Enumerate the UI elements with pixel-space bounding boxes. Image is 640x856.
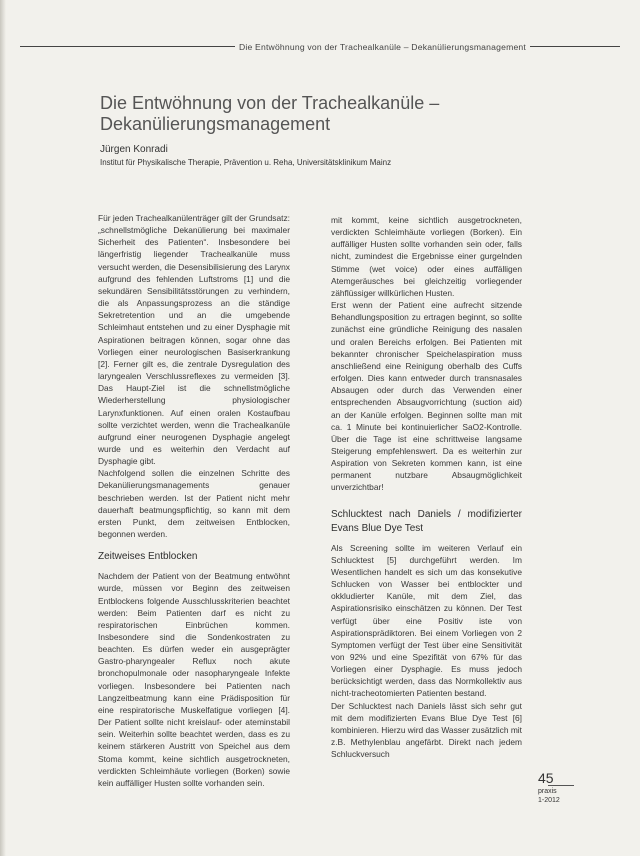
footer-rule: [548, 785, 574, 786]
issue-number: 1-2012: [538, 797, 560, 804]
paragraph: Nachfolgend sollen die einzelnen Schritte des Dekanülierungsmanagements genauer beschrieben werden. Ist der Patient nicht mehr dauerhaft beatmungspflichtig, so kann mit dem ersten Punkt, dem zeitweisen Entblocken, begonnen werden.: [98, 468, 290, 540]
left-column: [98, 212, 290, 789]
right-column: [331, 214, 522, 760]
paragraph: mit kommt, keine sichtlich ausgetrockneten, verdickten Schleimhäute vorliegen (Borken). Ein auffälliger Husten sollte vorhanden sein oder, falls nicht, zumindest die Ergebnisse einer gurgelnden Stimme (wet voice) oder eines auffälligen Atemgeräusches bei gleichzeitig vorliegender zähflüssiger willkürlichen Husten.: [331, 215, 522, 298]
paragraph: Als Screening sollte im weiteren Verlauf ein Schlucktest [5] durchgeführt werden. Im Wesentlichen handelt es sich um das konsekutive Schlucken von Wasser bei entblockter und okkludierter Kanüle, mit dem Ziel, das Aspirationsrisiko einschätzen zu können. Der Test verfügt über eine Positiv iste von Aspirationsprädiktoren. Bei einem Vorliegen von 2 Symptomen verfügt der Test über eine Sensitivität von 92% und eine Spezifität von 67% für das Vorliegen einer Dysphagie. Es muss jedoch berücksichtigt werden, dass das Normkollektiv aus nicht-tracheotomierten Patienten bestand.: [331, 542, 522, 699]
author: Jürgen Konradi: [100, 144, 168, 155]
running-head: Die Entwöhnung von der Trachealkanüle – Dekanülierungsmanagement: [235, 42, 530, 52]
paragraph: Der Schlucktest nach Daniels lässt sich sehr gut mit dem modifizierten Evans Blue Dye Test [6] kombinieren. Hierzu wird das Wasser zusätzlich mit z.B. Methylenblau angefärbt. Direkt nach jedem Schluckversuch: [331, 700, 522, 760]
paragraph: Erst wenn der Patient eine aufrecht sitzende Behandlungsposition zu ertragen beginnt, so sollte zunächst eine gründliche Reinigung des nasalen und oralen Bereichs erfolgen. Bei Patienten mit bekannter chronischer Speichelaspiration muss anschließend eine Reinigung oberhalb des Cuffs erfolgen. Dies kann entweder durch transnasales Absaugen oder durch das Verwenden einer entsprechenden Absaugvorrichtung (suction aid) an der Kanüle erfolgen. Beginnen sollte man mit ca. 1 Minute bei kontinuierlicher SaO2-Kontrolle. Über die Tage ist eine schrittweise langsame Steigerung empfehlenswert. Da es weiterhin zur Aspiration von Sekreten kommen kann, ist eine permanent nutzbare Absaugmöglichkeit unverzichtbar!: [331, 300, 522, 493]
paragraph: Nachdem der Patient von der Beatmung entwöhnt wurde, müssen vor Beginn des zeitweisen Entblockens folgende Ausschlusskriterien beachtet werden: Beim Patienten darf es nicht zu respiratorischen Einbrüchen kommen. Insbesondere sind die Sondenkostraten zu beachten. Es dürfen weder ein ausgeprägter Gastro-pharyngealer Reflux noch akute bronchopulmonale oder nasopharyngeale Infekte vorliegen. Insbesondere bei Patienten nach Langzeitbeatmung kann eine Prädisposition für eine respiratorische Muskelfatigue vorliegen [4]. Der Patient sollte nicht kreislauf- oder ateminstabil sein. Weiterhin sollte beachtet werden, dass es zu keinem stärkeren Austritt von Speichel aus dem Stoma kommt, keine sichtlich ausgetrockneten, verdickten Schleimhäute vorliegen (Borken) sowie kein auffälliger Husten sollte vorhanden sein.: [98, 571, 290, 788]
page-edge: [0, 0, 6, 856]
section-heading: Schlucktest nach Daniels / modifizierter Evans Blue Dye Test: [331, 508, 522, 534]
journal-name: praxis: [538, 788, 557, 795]
affiliation: Institut für Physikalische Therapie, Prävention u. Reha, Universitätsklinikum Mainz: [100, 158, 392, 167]
article-title: Die Entwöhnung von der Trachealkanüle – Dekanülierungsmanagement: [100, 93, 440, 134]
paragraph: Für jeden Trachealkanülenträger gilt der Grundsatz: „schnellstmögliche Dekanülierung bei maximaler Sicherheit des Patienten“. Insbesondere bei längerfristig liegender Trachealkanüle muss versucht werden, die Desensibilisierung des Larynx aufgrund des fehlenden Luftstroms [1] und die sekundären Sensibilitätsstörungen zu verhindern, die als Anpassungsprozess an die ständige Sekretretention und an die umgebende Schleimhaut entstehen und zu einer Dysphagie mit Aspirationen beitragen können, sogar ohne das Vorliegen einer neurologischen Basiserkrankung [2]. Ferner gilt es, die zentrale Dysregulation des laryngealen Verschlussreflexes zu vermeiden [3]. Das Haupt-Ziel ist die schnellstmögliche Wiederherstellung physiologischer Larynxfunktionen. Auf einen oralen Kostaufbau sollte verzichtet werden, wenn die Trachealkanüle aufgrund einer neurogenen Dysphagie angelegt wurde und es weiterhin den Verdacht auf Dysphagie gibt.: [98, 213, 290, 467]
page-number: 45: [538, 770, 554, 786]
section-heading: Zeitweises Entblocken: [98, 551, 198, 563]
